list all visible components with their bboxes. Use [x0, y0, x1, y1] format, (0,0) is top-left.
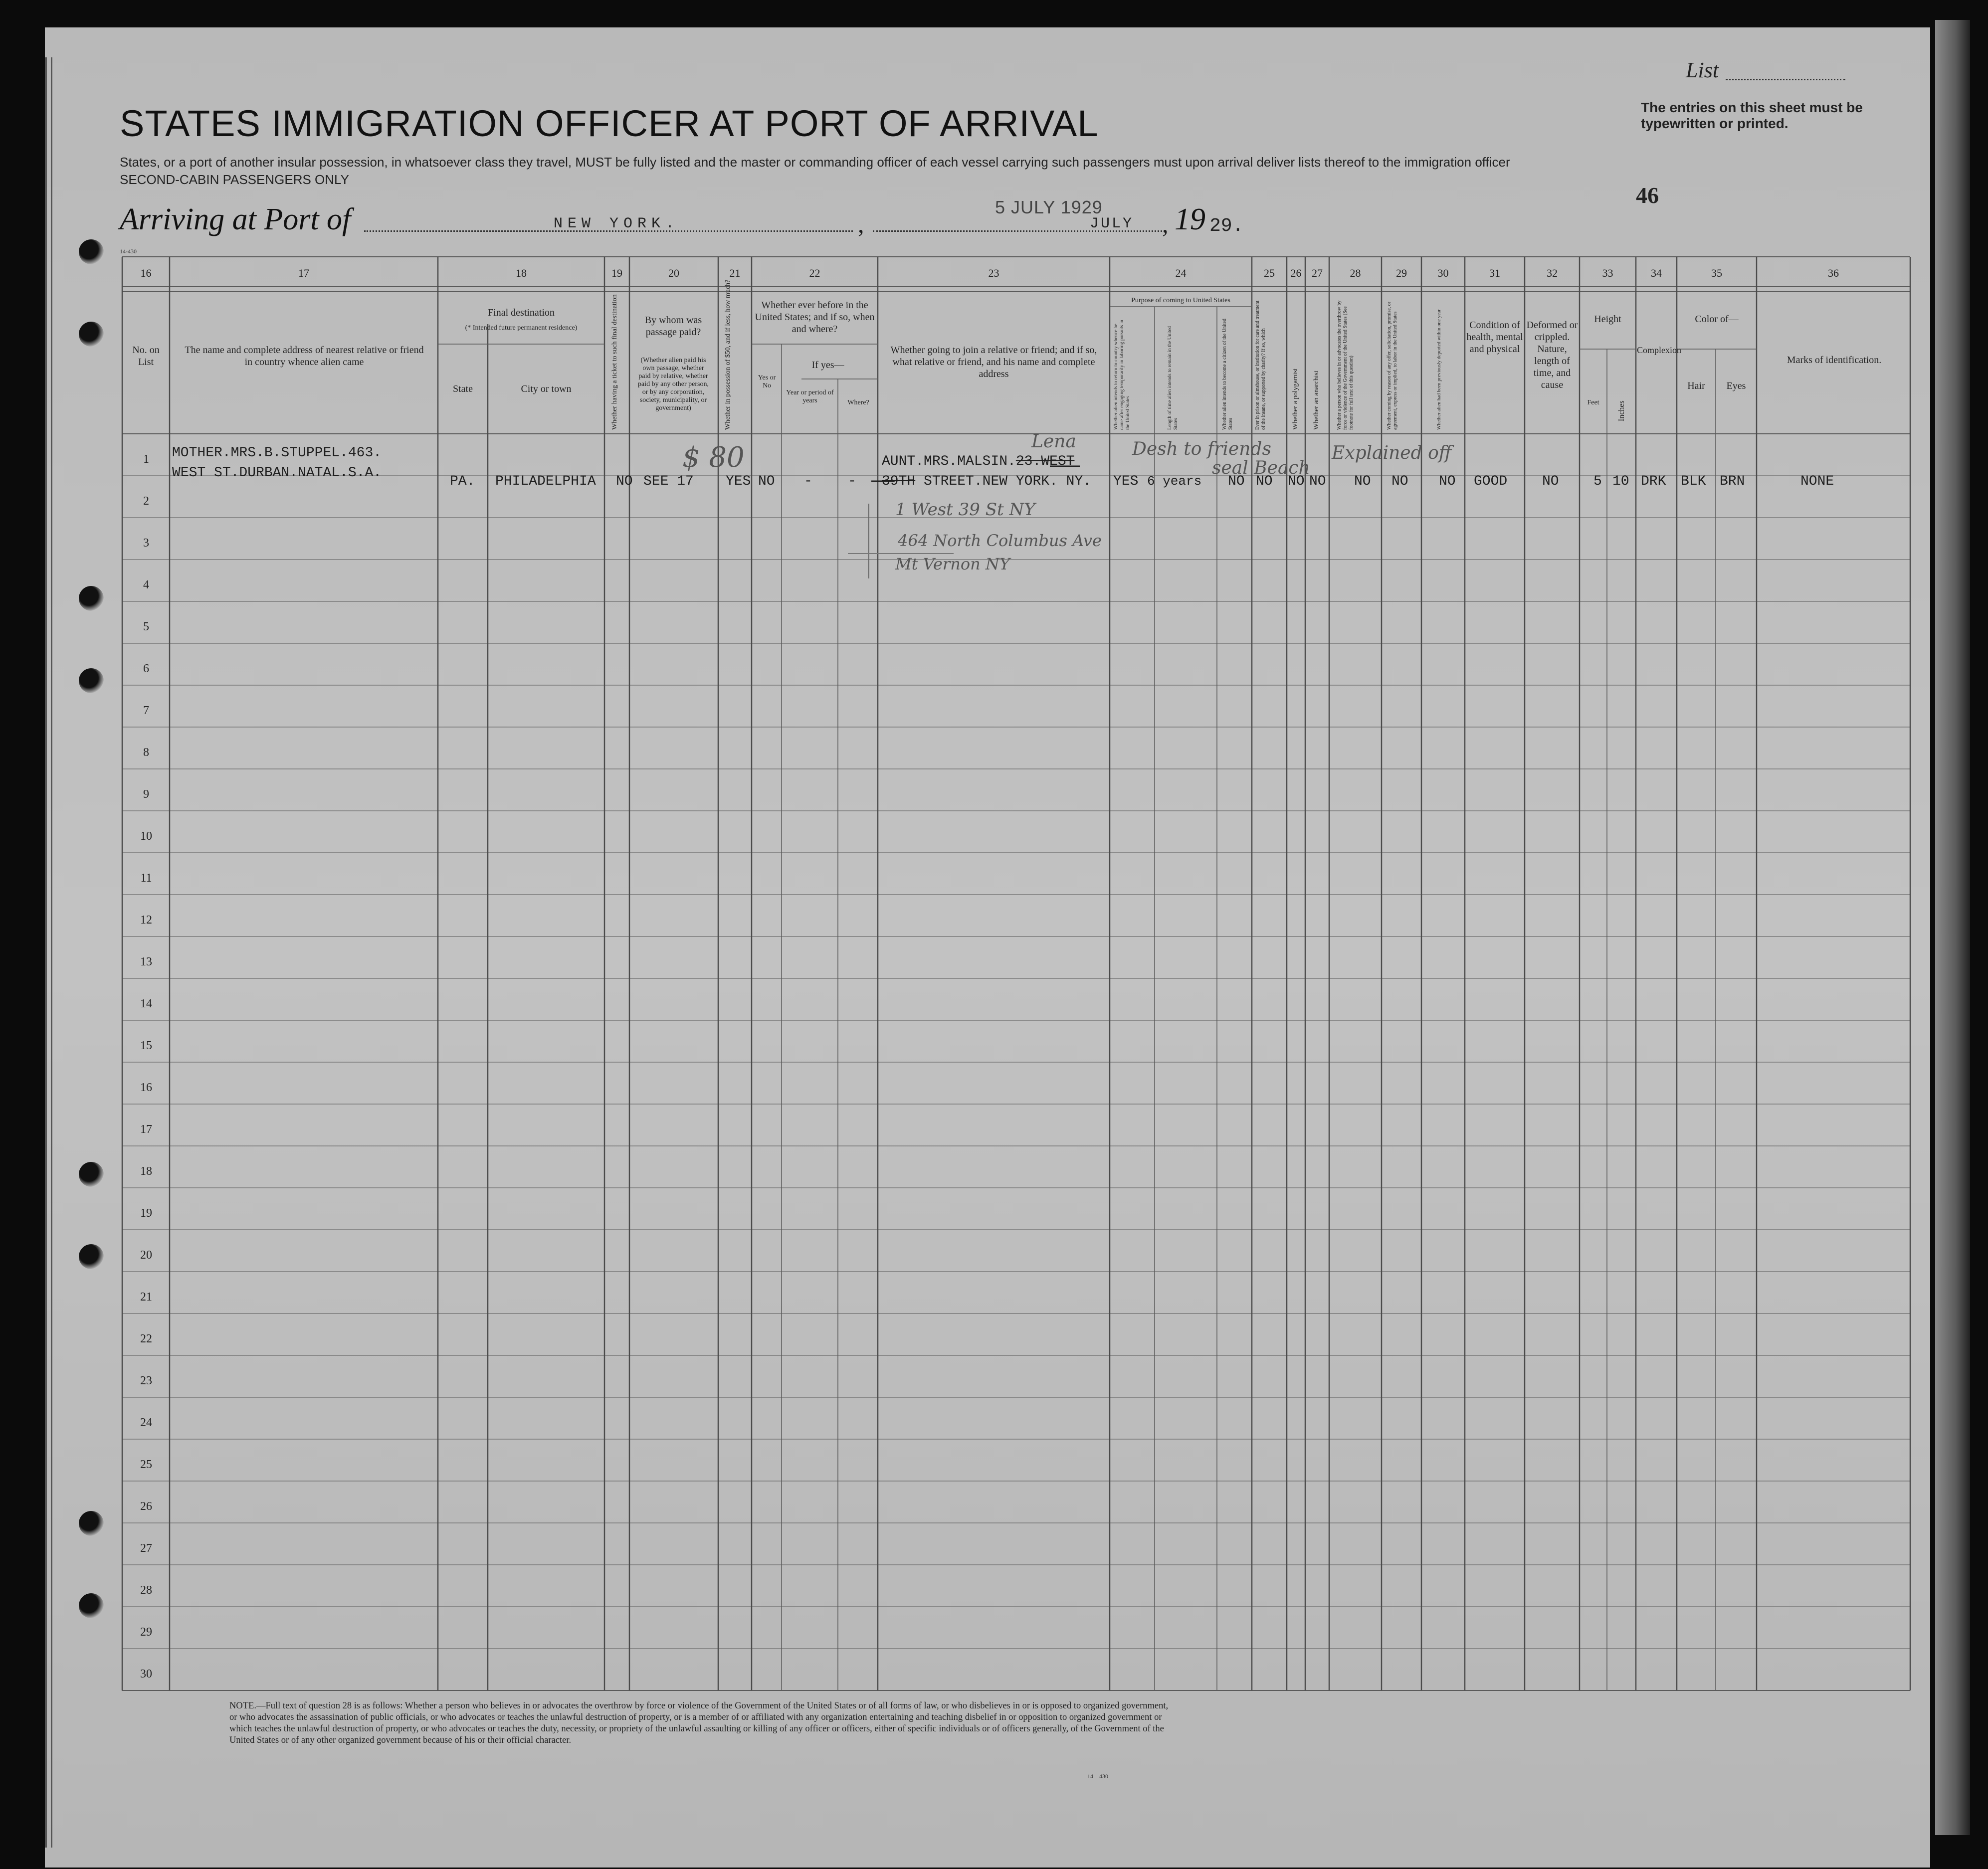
date-stamp: 5 JULY 1929	[995, 197, 1103, 217]
row-number: 16	[140, 1081, 152, 1095]
col-number: 18	[516, 267, 527, 279]
join-street: STREET.NEW YORK. NY.	[915, 474, 1092, 489]
row-number: 26	[140, 1500, 152, 1513]
header-deformed: Deformed or crippled. Nature, length of time, and cause	[1526, 320, 1578, 390]
sheet-number: 46	[1636, 183, 1659, 208]
inches-value: 10	[1612, 474, 1629, 489]
relative-address-line2: WEST ST.DURBAN.NATAL.S.A.	[172, 465, 382, 481]
header-money: Whether in possession of $50, and if less, how much?	[724, 279, 732, 430]
q28-value: NO	[1354, 474, 1371, 489]
before-where: -	[848, 474, 856, 489]
col-number: 24	[1175, 267, 1187, 279]
marks-value: NONE	[1800, 474, 1834, 489]
return-intent-value: YES	[1113, 474, 1139, 489]
header-length-stay: Length of time alien intends to remain in the United States	[1167, 326, 1179, 430]
col-number: 21	[729, 267, 741, 279]
destination-city: PHILADELPHIA	[495, 474, 596, 489]
header-passage-paid: By whom was passage paid?	[644, 315, 702, 338]
arriving-label: Arriving at Port of	[120, 202, 351, 236]
handwritten-address-3: Mt Vernon NY	[895, 555, 1010, 573]
col-number: 25	[1264, 267, 1275, 279]
row-number: 11	[140, 872, 152, 885]
col-number: 20	[668, 267, 679, 279]
header-before-in-us: Whether ever before in the United States; and if so, when and where?	[755, 300, 875, 335]
col-number: 35	[1711, 267, 1722, 279]
row-number: 1	[143, 453, 149, 466]
row-number: 12	[140, 914, 152, 927]
money-value: YES	[726, 474, 751, 489]
row-number: 7	[143, 704, 149, 718]
row-number: 6	[143, 662, 149, 676]
col-number: 26	[1290, 267, 1302, 279]
row-number: 13	[140, 955, 152, 969]
ticket-value: NO	[616, 474, 633, 489]
col-number: 33	[1602, 267, 1613, 279]
row-number: 22	[140, 1332, 152, 1346]
row-number: 19	[140, 1207, 152, 1220]
footnote-question-28: NOTE.—Full text of question 28 is as follows: Whether a person who believes in or advocates the overthrow by force or violence of the Government of the United States or of all forms of law, or who disbelieves in or is opposed to organized government, or who advocates the assassination of public officials, or who advocates or teaches the unlawful destruction of property, or is a member of or affiliated with any organization entertaining and teaching disbelief in or opposition to organized government or which teaches the unlawful destruction of property, or who advocates or teaches the duty, necessity, or propriety of the unlawful assaulting or killing of any officer or officers, either of specific individuals or of officers generally, of the Government of the United States or of any other organized government because of his or their official character.	[229, 1701, 1169, 1745]
header-height: Height	[1594, 314, 1621, 325]
anarchist-value: NO	[1309, 474, 1326, 489]
row-number: 17	[140, 1123, 152, 1136]
polygamist-value: NO	[1288, 474, 1305, 489]
header-final-destination: Final destination	[488, 307, 555, 318]
destination-state: PA.	[450, 474, 475, 489]
col-number: 36	[1828, 267, 1839, 279]
prison-value: NO	[1256, 474, 1273, 489]
header-eyes: Eyes	[1726, 380, 1746, 391]
row-number: 21	[140, 1291, 152, 1304]
relative-address-line1: MOTHER.MRS.B.STUPPEL.463.	[172, 445, 382, 461]
col-number: 16	[140, 267, 152, 279]
col-number: 27	[1312, 267, 1323, 279]
join-struck-street: 39TH	[882, 474, 916, 489]
form-code: 14—430	[1087, 1773, 1108, 1780]
row-number: 20	[140, 1249, 152, 1262]
handwritten-status: Explained off	[1332, 443, 1452, 463]
row-number: 29	[140, 1626, 152, 1639]
length-value: 6 years	[1147, 474, 1202, 489]
row-number: 30	[140, 1668, 152, 1681]
row-number: 14	[140, 997, 152, 1011]
header-return-intent: Whether alien intends to return to country whence he came after engaging temporarily in laboring pursuits in the United States	[1113, 320, 1131, 430]
row-number: 2	[143, 495, 149, 508]
handwritten-purpose: Desh to friends	[1132, 439, 1271, 459]
row-number: 15	[140, 1039, 152, 1053]
month-value: JULY	[1090, 215, 1134, 232]
header-final-destination-note: (* Intended future permanent residence)	[465, 324, 578, 332]
col-number: 32	[1547, 267, 1558, 279]
header-if-yes: If yes—	[811, 360, 844, 371]
row-number: 4	[143, 578, 149, 592]
health-value: GOOD	[1474, 474, 1508, 489]
form-title: STATES IMMIGRATION OFFICER AT PORT OF ARRIVAL	[120, 103, 1099, 144]
deformed-value: NO	[1542, 474, 1559, 489]
header-inches: Inches	[1617, 400, 1626, 421]
header-yes-no: Yes or No	[758, 374, 776, 389]
row-number: 23	[140, 1374, 152, 1388]
handwritten-purpose-2: seal Beach	[1212, 458, 1310, 478]
comma: ,	[1162, 210, 1169, 238]
complexion-value: DRK	[1641, 474, 1666, 489]
header-relative-address: The name and complete address of nearest relative or friend in country whence alien came	[185, 345, 424, 368]
handwritten-address-2: 464 North Columbus Ave	[898, 531, 1102, 550]
col-number: 17	[298, 267, 309, 279]
hair-value: BLK	[1681, 474, 1706, 489]
col-number: 23	[988, 267, 999, 279]
header-citizen: Whether alien intends to become a citizen of the United States	[1222, 319, 1233, 430]
form-subtitle: States, or a port of another insular possession, in whatsoever class they travel, MUST be fully listed and the master or commanding officer of each vessel carrying such passengers must upon arrival deliver lists thereof to the immigration officer	[120, 155, 1510, 170]
header-complexion: Complexion	[1637, 345, 1681, 355]
passenger-class: SECOND-CABIN PASSENGERS ONLY	[120, 172, 349, 187]
header-health: Condition of health, mental and physical	[1466, 320, 1523, 355]
row-number: 28	[140, 1584, 152, 1597]
entries-note: The entries on this sheet must be typewritten or printed.	[1641, 100, 1863, 131]
row-number: 18	[140, 1165, 152, 1178]
join-line1	[882, 454, 1074, 469]
join-struck-address: 23.WEST	[1015, 454, 1075, 469]
before-year: -	[804, 474, 812, 489]
handwritten-money: $ 80	[682, 441, 745, 474]
header-feet: Feet	[1587, 399, 1599, 406]
port-value: NEW YORK.	[554, 215, 680, 232]
comma: ,	[858, 210, 864, 238]
q29-value: NO	[1392, 474, 1408, 489]
before-yes-no: NO	[758, 474, 775, 489]
header-hair: Hair	[1687, 380, 1705, 391]
header-q29: Whether coming by reason of any offer, solicitation, promise, or agreement, express or implied, to labor in the United States	[1387, 301, 1398, 430]
col-number: 31	[1489, 267, 1500, 279]
header-where: Where?	[847, 399, 869, 406]
header-join-relative: Whether going to join a relative or friend; and if so, what relative or friend, and his name and complete address	[890, 345, 1097, 379]
handwritten-address-1: 1 West 39 St NY	[895, 500, 1035, 520]
eyes-value: BRN	[1720, 474, 1745, 489]
header-deported: Whether alien had been previously deported within one year	[1436, 309, 1442, 430]
year-prefix: 19	[1175, 202, 1205, 236]
row-number: 25	[140, 1458, 152, 1472]
row-number: 24	[140, 1416, 152, 1430]
form-code-top: 14-430	[120, 248, 137, 255]
row-number: 10	[140, 830, 152, 843]
header-year: Year or period of years	[786, 389, 834, 404]
header-ticket: Whether having a ticket to such final destination	[611, 294, 618, 430]
row-number: 5	[143, 620, 149, 634]
header-city: City or town	[521, 383, 572, 394]
handwritten-first-name: Lena	[1031, 431, 1076, 452]
header-no-on-list: No. on List	[132, 345, 160, 368]
citizen-value: NO	[1228, 474, 1245, 489]
join-line2	[882, 474, 1091, 489]
col-number: 22	[809, 267, 820, 279]
row-number: 8	[143, 746, 149, 759]
row-number: 27	[140, 1542, 152, 1555]
year-suffix: 29.	[1209, 215, 1244, 237]
deported-value: NO	[1439, 474, 1456, 489]
paid-by-value: SEE 17	[643, 474, 694, 489]
list-label: List	[1686, 58, 1719, 82]
row-number: 3	[143, 537, 149, 550]
header-purpose: Purpose of coming to United States	[1131, 297, 1230, 304]
header-polygamist: Whether a polygamist	[1292, 368, 1299, 430]
col-number: 28	[1350, 267, 1361, 279]
row-number: 9	[143, 788, 149, 801]
header-anarchist: Whether an anarchist	[1313, 371, 1320, 430]
header-q28: Whether a person who believes in or advocates the overthrow by force or violence of the Government of the United States (See footnote for full text of this question)	[1337, 300, 1354, 430]
header-state: State	[453, 383, 473, 394]
col-number: 34	[1651, 267, 1662, 279]
col-number: 29	[1396, 267, 1407, 279]
header-prison: Ever in prison or almshouse, or institution for care and treatment of the insane, or supported by charity? If so, which	[1255, 300, 1266, 430]
join-name: AUNT.MRS.MALSIN.	[882, 454, 1016, 469]
header-passage-note: (Whether alien paid his own passage, whether paid by relative, whether paid by any other person, or by any corporation, society, municipality, or government)	[638, 357, 709, 412]
header-marks: Marks of identification.	[1787, 355, 1882, 366]
col-number: 19	[611, 267, 622, 279]
feet-value: 5	[1593, 474, 1602, 489]
col-number: 30	[1437, 267, 1449, 279]
header-color-of: Color of—	[1695, 314, 1739, 325]
